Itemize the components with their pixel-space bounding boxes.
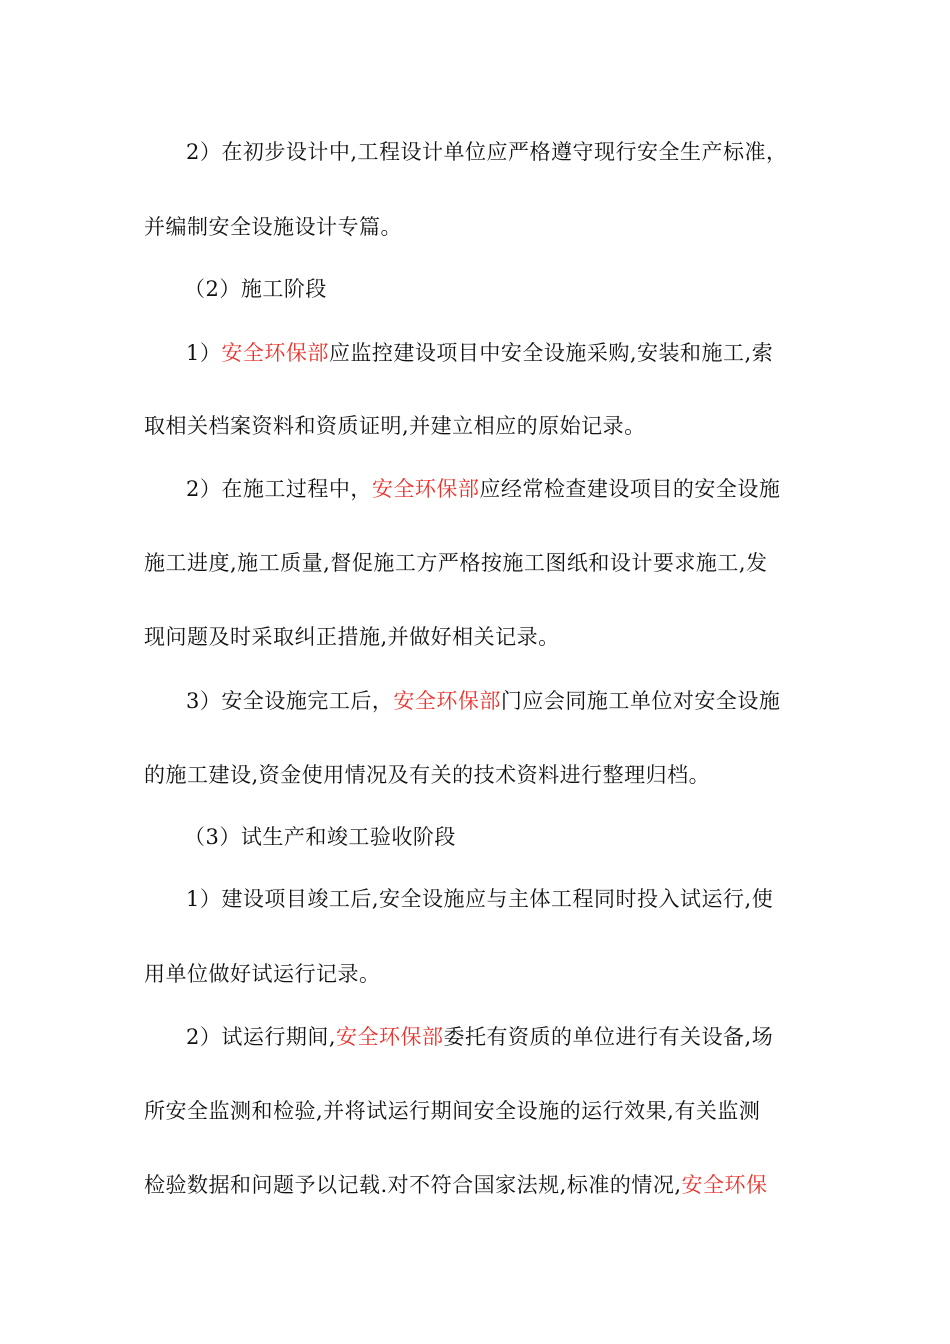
paragraph-line	[186, 137, 788, 167]
text-segment: 1）建设项目竣工后,安全设施应与主体工程同时投入试运行,使	[186, 887, 774, 911]
text-segment: 检验数据和问题予以记载.对不符合国家法规,标准的情况,	[144, 1173, 682, 1197]
paragraph-line	[186, 884, 773, 914]
paragraph-line	[144, 1170, 768, 1200]
highlighted-term: 安全环保部	[221, 341, 329, 365]
text-segment: 委托有资质的单位进行有关设备,场	[443, 1025, 774, 1049]
paragraph-line	[144, 548, 768, 578]
section-heading	[184, 274, 327, 304]
text-segment: 现问题及时采取纠正措施,并做好相关记录。	[144, 625, 560, 649]
paragraph-line	[144, 212, 402, 242]
paragraph-line	[186, 1022, 773, 1052]
text-segment: 2）在初步设计中,工程设计单位应严格遵守现行安全生产标准，	[186, 140, 788, 164]
paragraph-line	[144, 760, 710, 790]
paragraph-line	[144, 622, 560, 652]
text-segment: 的施工建设,资金使用情况及有关的技术资料进行整理归档。	[144, 763, 711, 787]
paragraph-line	[186, 338, 773, 368]
text-segment: 2）试运行期间,	[186, 1025, 337, 1049]
paragraph-line	[144, 411, 646, 441]
paragraph-line	[186, 474, 780, 504]
paragraph-line	[144, 1096, 760, 1126]
text-segment: 应经常检查建设项目的安全设施	[479, 477, 781, 501]
text-segment: 1）	[186, 341, 222, 365]
text-segment: 3）安全设施完工后，	[186, 689, 394, 713]
text-segment: 所安全监测和检验,并将试运行期间安全设施的运行效果,有关监测	[144, 1099, 761, 1123]
highlighted-term: 安全环保部	[393, 689, 501, 713]
paragraph-line	[186, 686, 780, 716]
highlighted-term: 安全环保部	[336, 1025, 444, 1049]
text-segment: 门应会同施工单位对安全设施	[500, 689, 781, 713]
highlighted-term: 安全环保部	[371, 477, 480, 501]
highlighted-term: 安全环保	[681, 1173, 768, 1197]
text-segment: 取相关档案资料和资质证明,并建立相应的原始记录。	[144, 414, 646, 438]
text-segment: 应监控建设项目中安全设施采购,安装和施工,索	[328, 341, 774, 365]
text-segment: （2）施工阶段	[184, 277, 327, 301]
paragraph-line	[144, 959, 381, 989]
section-heading	[184, 822, 456, 852]
text-segment: 用单位做好试运行记录。	[144, 962, 381, 986]
text-segment: 并编制安全设施设计专篇。	[144, 215, 402, 239]
text-segment: 2）在施工过程中，	[186, 477, 372, 501]
text-segment: （3）试生产和竣工验收阶段	[184, 825, 456, 849]
text-segment: 施工进度,施工质量,督促施工方严格按施工图纸和设计要求施工,发	[144, 551, 768, 575]
